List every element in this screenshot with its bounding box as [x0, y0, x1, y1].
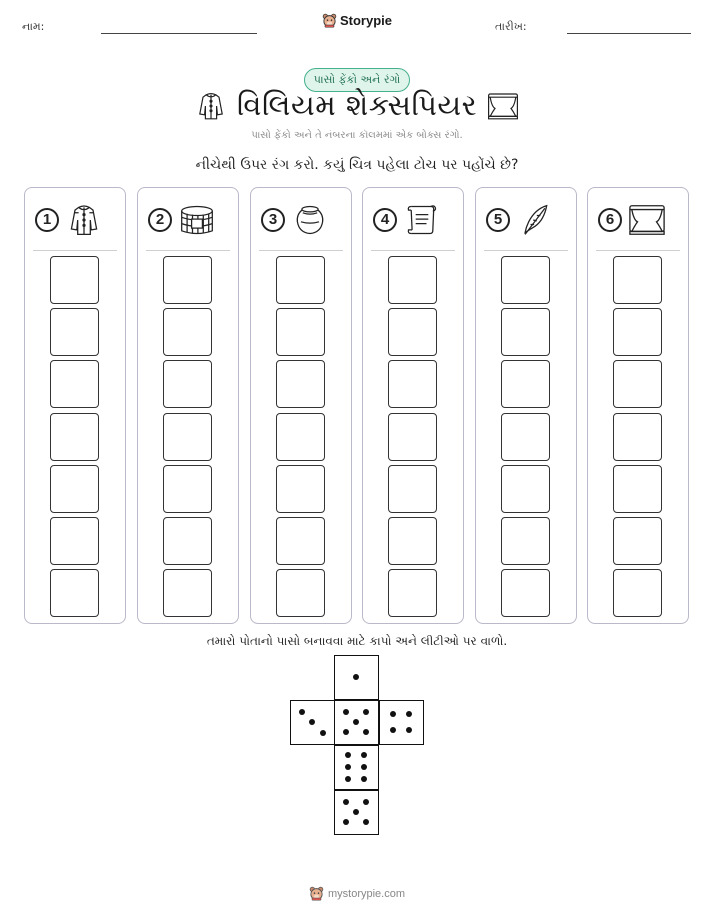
column-number: 4: [373, 208, 397, 232]
color-box[interactable]: [613, 360, 662, 408]
column-divider: [146, 250, 230, 251]
stage-curtain-icon: [487, 92, 519, 120]
color-box[interactable]: [276, 569, 325, 617]
pot-icon: [291, 202, 329, 238]
color-box[interactable]: [163, 413, 212, 461]
column-number: 1: [35, 208, 59, 232]
doublet-costume-icon: [65, 202, 103, 238]
column-3: [250, 187, 352, 624]
activity-badge: પાસો ફેંકો અને રંગો: [304, 68, 410, 92]
column-1: [24, 187, 126, 624]
question: નીચેથી ઉપર રંગ કરો. કયું ચિત્ર પહેલા ટોચ પર પહોંચે છે?: [195, 157, 519, 173]
die-pip: [363, 799, 369, 805]
brand-logo: [0, 13, 714, 32]
column-6: [587, 187, 689, 624]
die-face: [334, 700, 379, 745]
color-box[interactable]: [276, 517, 325, 565]
color-box[interactable]: [163, 256, 212, 304]
date-label: તારીખ:: [495, 20, 527, 33]
color-box[interactable]: [388, 465, 437, 513]
color-box[interactable]: [50, 360, 99, 408]
globe-theatre-icon: [178, 202, 216, 238]
color-box[interactable]: [163, 569, 212, 617]
column-number: 3: [261, 208, 285, 232]
column-number: 6: [598, 208, 622, 232]
column-4: [362, 187, 464, 624]
scroll-icon: [403, 202, 441, 238]
die-pip: [390, 711, 396, 717]
color-box[interactable]: [276, 360, 325, 408]
color-box[interactable]: [501, 413, 550, 461]
color-box[interactable]: [613, 413, 662, 461]
die-pip: [320, 730, 326, 736]
die-pip: [406, 727, 412, 733]
color-box[interactable]: [276, 465, 325, 513]
footer: [0, 886, 714, 905]
color-box[interactable]: [613, 256, 662, 304]
color-box[interactable]: [501, 569, 550, 617]
color-box[interactable]: [276, 256, 325, 304]
color-box[interactable]: [613, 308, 662, 356]
column-divider: [259, 250, 343, 251]
die-pip: [361, 764, 367, 770]
color-box[interactable]: [50, 465, 99, 513]
die-pip: [353, 674, 359, 680]
color-box[interactable]: [163, 360, 212, 408]
brand-name: Storypie: [339, 13, 392, 28]
color-box[interactable]: [613, 569, 662, 617]
die-face: [290, 700, 335, 745]
color-box[interactable]: [501, 308, 550, 356]
color-box[interactable]: [388, 256, 437, 304]
die-pip: [345, 752, 351, 758]
color-box[interactable]: [163, 465, 212, 513]
color-box[interactable]: [613, 517, 662, 565]
date-line[interactable]: [567, 33, 691, 34]
die-pip: [299, 709, 305, 715]
color-box[interactable]: [501, 360, 550, 408]
color-box[interactable]: [163, 517, 212, 565]
die-pip: [363, 709, 369, 715]
die-pip: [343, 709, 349, 715]
color-box[interactable]: [50, 413, 99, 461]
column-divider: [371, 250, 455, 251]
die-pip: [406, 711, 412, 717]
color-box[interactable]: [276, 308, 325, 356]
die-face: [379, 700, 424, 745]
die-pip: [309, 719, 315, 725]
color-box[interactable]: [388, 413, 437, 461]
column-divider: [33, 250, 117, 251]
color-box[interactable]: [50, 308, 99, 356]
bear-logo-icon: [322, 13, 337, 28]
color-box[interactable]: [501, 256, 550, 304]
column-divider: [484, 250, 568, 251]
die-pip: [363, 819, 369, 825]
cut-fold-instruction: તમારો પોતાનો પાસો બનાવવા માટે કાપો અને લીટીઓ પર વાળો.: [206, 634, 508, 648]
footer-url[interactable]: mystorypie.com: [327, 887, 406, 900]
color-box[interactable]: [388, 308, 437, 356]
column-divider: [596, 250, 680, 251]
name-label: નામ:: [22, 20, 45, 33]
die-pip: [343, 729, 349, 735]
column-number: 2: [148, 208, 172, 232]
quill-icon: [516, 202, 554, 238]
die-pip: [361, 752, 367, 758]
column-2: [137, 187, 239, 624]
die-pip: [353, 809, 359, 815]
page-title: વિલિયમ શેક્સપિયર: [236, 88, 478, 122]
name-line[interactable]: [101, 33, 257, 34]
doublet-costume-icon: [195, 90, 227, 122]
die-pip: [390, 727, 396, 733]
color-box[interactable]: [388, 517, 437, 565]
die-face: [334, 790, 379, 835]
column-5: [475, 187, 577, 624]
bear-logo-icon: [309, 886, 324, 901]
die-face: [334, 655, 379, 700]
column-number: 5: [486, 208, 510, 232]
color-box[interactable]: [276, 413, 325, 461]
die-pip: [361, 776, 367, 782]
color-box[interactable]: [613, 465, 662, 513]
color-box[interactable]: [50, 256, 99, 304]
die-pip: [343, 799, 349, 805]
color-box[interactable]: [50, 569, 99, 617]
color-box[interactable]: [50, 517, 99, 565]
color-box[interactable]: [501, 465, 550, 513]
die-pip: [353, 719, 359, 725]
die-pip: [343, 819, 349, 825]
color-box[interactable]: [163, 308, 212, 356]
die-pip: [345, 764, 351, 770]
die-pip: [345, 776, 351, 782]
die-face: [334, 745, 379, 790]
subtitle: પાસો ફેંકો અને તે નંબરના કૉલમમાં એક બોક્સ રંગો.: [251, 130, 463, 141]
title-row: [0, 88, 714, 123]
color-box[interactable]: [501, 517, 550, 565]
stage-curtain-icon: [628, 202, 666, 238]
color-box[interactable]: [388, 360, 437, 408]
color-box[interactable]: [388, 569, 437, 617]
die-pip: [363, 729, 369, 735]
